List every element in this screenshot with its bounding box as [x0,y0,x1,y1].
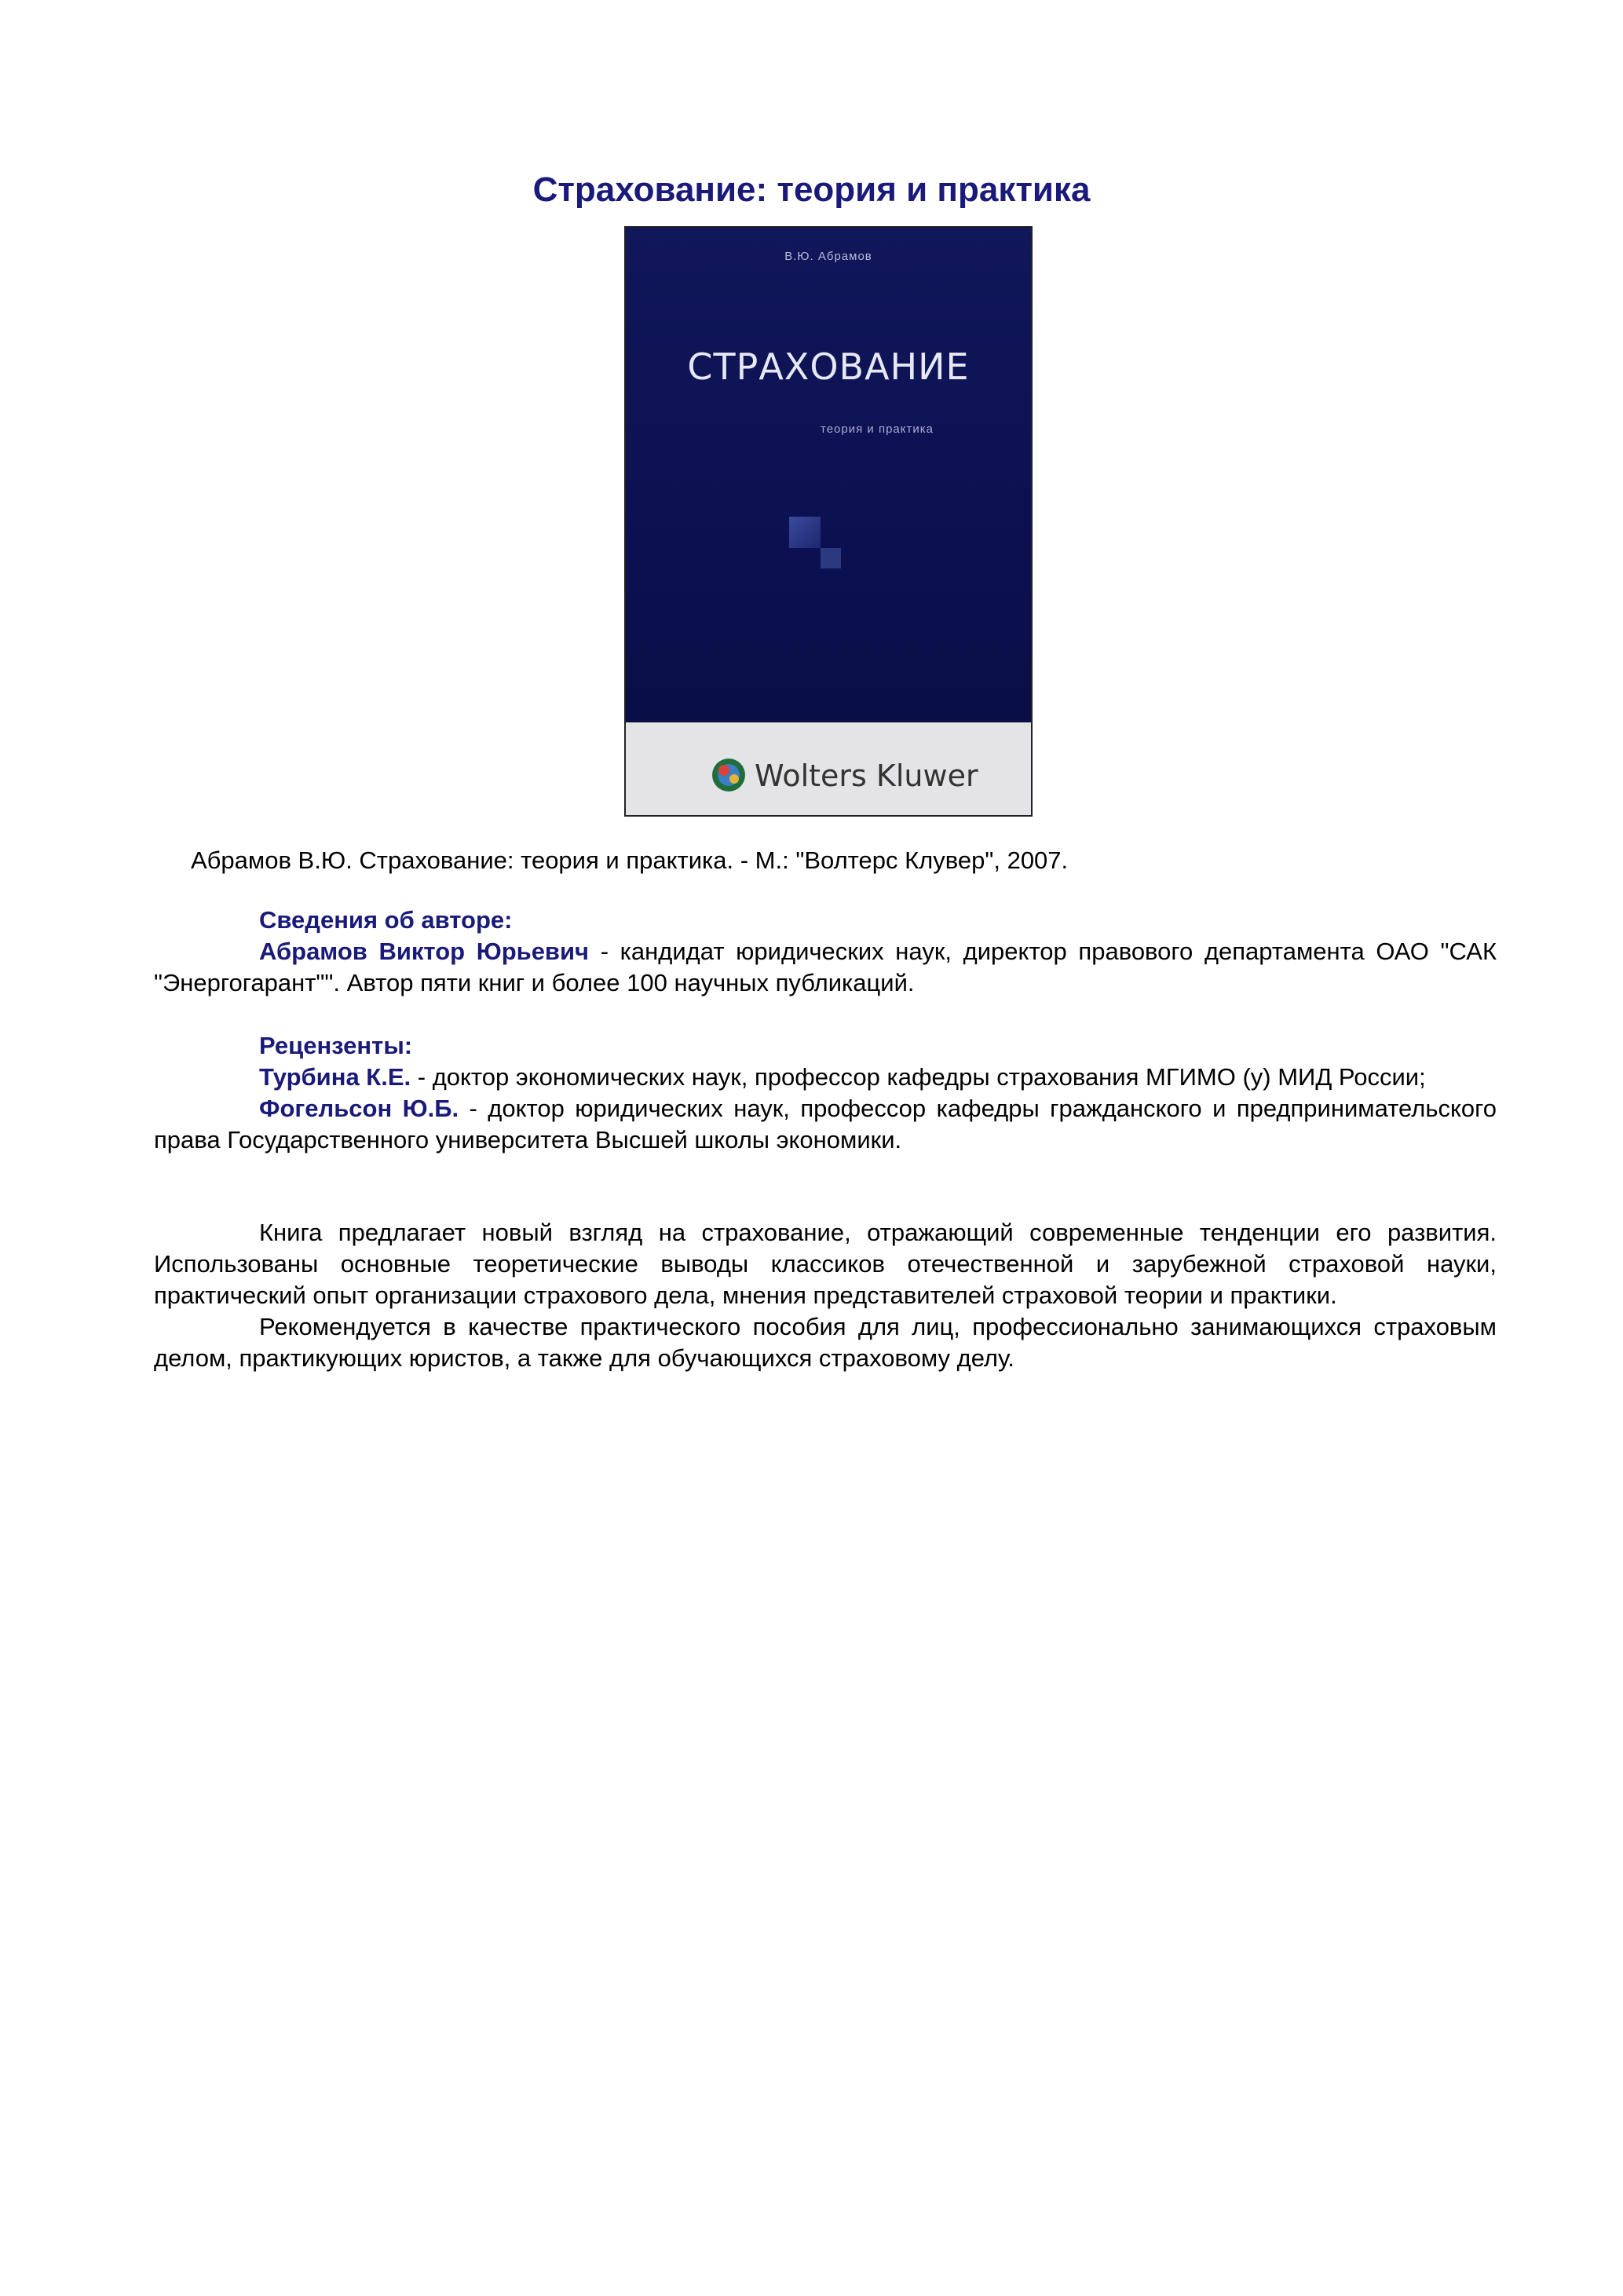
cover-publisher-name: Wolters Kluwer [755,759,978,793]
cover-top-panel [626,228,1031,722]
cover-decor-square-small [821,548,841,569]
reviewers-section [154,1030,1497,1156]
reviewer-name: Фогельсон Ю.Б. [259,1095,459,1122]
author-info [154,936,1497,999]
book-citation: Абрамов В.Ю. Страхование: теория и практика. - М.: "Волтерс Клувер", 2007. [191,846,1069,874]
author-heading: Сведения об авторе: [259,906,513,934]
book-cover-image [624,226,1033,817]
reviewer-description: - доктор юридических наук, профессор кафедры гражданского и предпринимательского права Государственного университета Высшей школы экономики. [154,1095,1497,1153]
reviewer-name: Турбина К.Е. [259,1063,411,1091]
reviewer-entry [154,1093,1497,1156]
cover-title: СТРАХОВАНИЕ [687,345,970,388]
author-section [154,905,1497,999]
cover-author: В.Ю. Абрамов [784,250,872,263]
reviewers-heading: Рецензенты: [259,1032,413,1059]
reviewer-entry [154,1062,1497,1093]
description-paragraph: Рекомендуется в качестве практического пособия для лиц, профессионально занимающихся страховым делом, практикующих юристов, а также для обучающихся страховому делу. [154,1313,1497,1372]
page-title: Страхование: теория и практика [532,170,1091,209]
cover-decor-square [789,517,821,548]
author-description: - кандидат юридических наук, директор правового департамента ОАО "САК "Энергогарант"". Автор пяти книг и более 100 научных публикаций. [154,938,1497,996]
reviewer-description: - доктор экономических наук, профессор кафедры страхования МГИМО (у) МИД России; [411,1063,1426,1091]
publisher-logo-icon [711,757,747,793]
author-name: Абрамов Виктор Юрьевич [259,938,590,965]
description-paragraph: Книга предлагает новый взгляд на страхование, отражающий современные тенденции его развития. Использованы основные теоретические выводы классиков отечественной и зарубежной страховой науки, практический опыт организации страхового дела, мнения представителей страховой теории и практики. [154,1219,1497,1309]
cover-publisher-band [626,722,1031,817]
cover-subtitle: теория и практика [821,422,934,436]
book-description [154,1217,1497,1374]
